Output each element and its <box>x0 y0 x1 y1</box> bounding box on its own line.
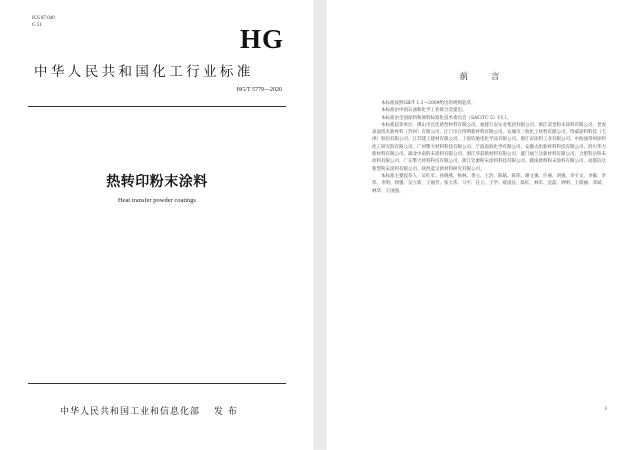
foreword-page <box>326 0 643 450</box>
foreword-paragraph: 本标准按照GB/T 1.1—2009给出的规则起草。 <box>381 101 476 106</box>
foreword-paragraph: 本标准主要起草人：吴红军、孙晓燕、杨林、黄立、王浩、陈斌、陈伟、谢文强、许丽、刘强、李宇文、李敏、李伟、李明、郭强、吴立新、王丽芳、张大伟、马平、任立、王学、蔡国良、陈红、林军、沈磊、钟明、王瑞丽、邓斌、林华、王国强。 <box>372 173 606 194</box>
foreword-heading: 前 言 <box>459 72 510 82</box>
top-divider <box>28 106 286 107</box>
publish-action: 发 布 <box>214 407 238 417</box>
standard-number: HG/T 5779—2020 <box>236 87 282 93</box>
bottom-divider <box>28 383 286 384</box>
foreword-paragraph: 本标准由全国涂料和颜料标准化技术委员会（SAC/TC 5）归口。 <box>381 115 512 121</box>
ics-code: ICS 87.040 <box>32 16 55 21</box>
document-title-english: Heat transfer powder coatings <box>117 197 197 204</box>
page-number: I <box>605 406 607 412</box>
publisher-name: 中华人民共和国工业和信息化部 <box>60 407 201 417</box>
cover-page <box>0 0 314 450</box>
foreword-paragraph: 本标准由中国石油和化学工业联合会提出。 <box>381 108 467 114</box>
foreword-body <box>372 100 608 195</box>
ccs-code: G 51 <box>32 23 42 28</box>
ics-classification <box>32 15 55 29</box>
standard-category-title: 中华人民共和国化工行业标准 <box>34 64 254 80</box>
document-title-chinese: 热转印粉末涂料 <box>106 174 208 190</box>
publisher-line <box>60 404 238 417</box>
foreword-paragraph: 本标准起草单位：佛山市宜化新型材料有限公司、福建万安实业集团有限公司、浙江双金粉末涂料有限公司、老虎表面技术新材料（苏州）有限公司、江门市百得利新材料有限公司、宣城市三收化工材料有限公司、得威涂料科技（天津）股份有限公司、江苏建工建材有限公司、上海钧驰电化学品有限公司、浙江省涂料工业有限公司、中海油常州涂料化工研究院有限公司、广州擎天材料科技有限公司、宁波南海化学有限公司、安徽火炬新材料科技有限公司、四川华力新材料有限公司、湖北中南粉末涂料有限公司、浙江华彩新材料有限公司、厦门福兰达新材料有限公司、合肥科岳粉末涂料有限公司、广东擎天材料科技有限公司、浙江宏源粉末涂料科技有限公司、鹤岗新辉粉末涂料有限公司、成都信达新型粉末涂料有限公司、陕西蓝宝新材料研究有限公司。 <box>372 122 606 172</box>
standard-code: HG <box>239 24 284 54</box>
